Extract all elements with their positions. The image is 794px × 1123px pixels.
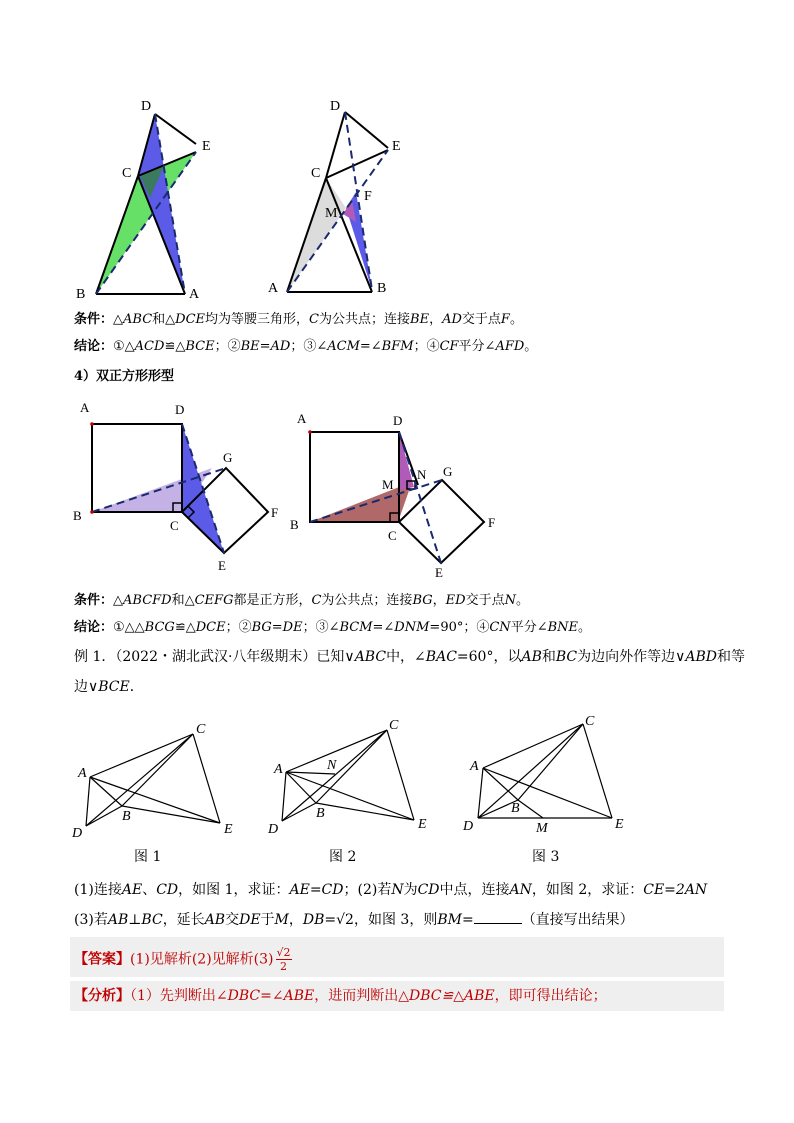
label-D: D <box>268 822 279 837</box>
label-A: A <box>268 281 279 296</box>
label-C: C <box>122 166 132 181</box>
answer-line: 【答案】(1)见解析(2)见解析(3) $\frac{√2}{2}$ <box>74 946 291 973</box>
label-A: A <box>274 762 283 777</box>
label-E: E <box>224 822 233 837</box>
label-B: B <box>316 806 325 821</box>
figure-isosceles-left <box>70 92 250 302</box>
answer-blank <box>474 911 522 924</box>
isosceles-conclusion: 结论：①△ACD≌△BCE；②BE=AD；③∠ACM=∠BFM；④CF平分∠AFD。 <box>74 339 538 354</box>
label-D: D <box>175 402 185 417</box>
label-D: D <box>463 819 474 834</box>
figure-double-square-right <box>288 398 508 580</box>
label-B: B <box>76 287 86 302</box>
label-A: A <box>297 411 307 426</box>
label-M: M <box>382 477 394 492</box>
label-D: D <box>72 826 83 840</box>
label-A: A <box>470 759 479 774</box>
analysis-line: 【分析】（1）先判断出∠DBC=∠ABE，进而判断出△DBC≌△ABE，即可得出结论； <box>74 988 607 1004</box>
label-G: G <box>443 464 453 479</box>
label-E: E <box>435 565 443 580</box>
caption-figure-2: 图 2 <box>329 849 357 865</box>
label-C: C <box>196 722 206 737</box>
label-C: C <box>388 528 397 543</box>
figure-2 <box>262 710 442 840</box>
label-D: D <box>330 99 341 114</box>
label-B: B <box>511 801 520 816</box>
double-square-conclusion: 结论：①△△BCG≌△DCE；②BG=DE；③∠BCM=∠DNM=90°；④CN平分∠BNE。 <box>74 620 592 635</box>
label-A: A <box>189 287 200 302</box>
label-F: F <box>364 189 372 204</box>
shaded-triangle-grey <box>287 178 346 292</box>
example-statement-line1: 例 1．（2022・湖北武汉·八年级期末）已知∨ABC中，∠BAC=60°，以AB和BC为边向外作等边∨ABD和等 <box>74 649 746 665</box>
label-C: C <box>389 718 399 733</box>
caption-figure-3: 图 3 <box>532 849 560 865</box>
question-3: (3)若AB⊥BC，延长AB交DE于M，DB=√2，如图 3，则BM= （直接写出结果） <box>74 912 634 928</box>
label-A: A <box>80 400 90 415</box>
label-B: B <box>290 517 299 532</box>
shaded-triangle-brown <box>310 482 412 522</box>
label-C: C <box>170 518 179 533</box>
label-E: E <box>202 139 211 154</box>
label-N: N <box>417 467 427 482</box>
label-C: C <box>585 714 595 729</box>
label-B: B <box>73 508 82 523</box>
isosceles-condition: 条件：△ABC和△DCE均为等腰三角形，C为公共点；连接BE，AD交于点F。 <box>74 312 523 327</box>
figure-1 <box>70 715 250 840</box>
label-E: E <box>418 817 427 832</box>
label-B: B <box>377 281 387 296</box>
question-1-2: (1)连接AE、CD，如图 1，求证：AE=CD；(2)若N为CD中点，连接AN，如图 2，求证：CE=2AN <box>74 882 708 898</box>
label-F: F <box>488 515 496 530</box>
label-B: B <box>122 809 131 824</box>
example-statement-line2: 边∨BCE． <box>74 679 144 695</box>
section-heading-double-square: 4）双正方形形型 <box>74 369 175 384</box>
label-M: M <box>536 821 548 836</box>
answer-fraction: $\frac{√2}{2}$ <box>276 946 291 973</box>
label-N: N <box>327 758 337 773</box>
label-E: E <box>218 558 226 573</box>
label-D: D <box>393 413 403 428</box>
caption-figure-1: 图 1 <box>134 849 162 865</box>
label-A: A <box>78 766 87 781</box>
double-square-condition: 条件：△ABCFD和△CEFG都是正方形，C为公共点；连接BG，ED交于点N。 <box>74 593 529 608</box>
figure-double-square-left <box>70 398 290 578</box>
label-F: F <box>271 505 279 520</box>
label-M: M <box>325 206 338 221</box>
label-E: E <box>615 817 624 832</box>
figure-3 <box>458 705 638 840</box>
figure-isosceles-right <box>262 92 412 302</box>
label-E: E <box>392 139 401 154</box>
label-G: G <box>223 450 233 465</box>
label-D: D <box>141 99 152 114</box>
label-C: C <box>311 166 321 181</box>
